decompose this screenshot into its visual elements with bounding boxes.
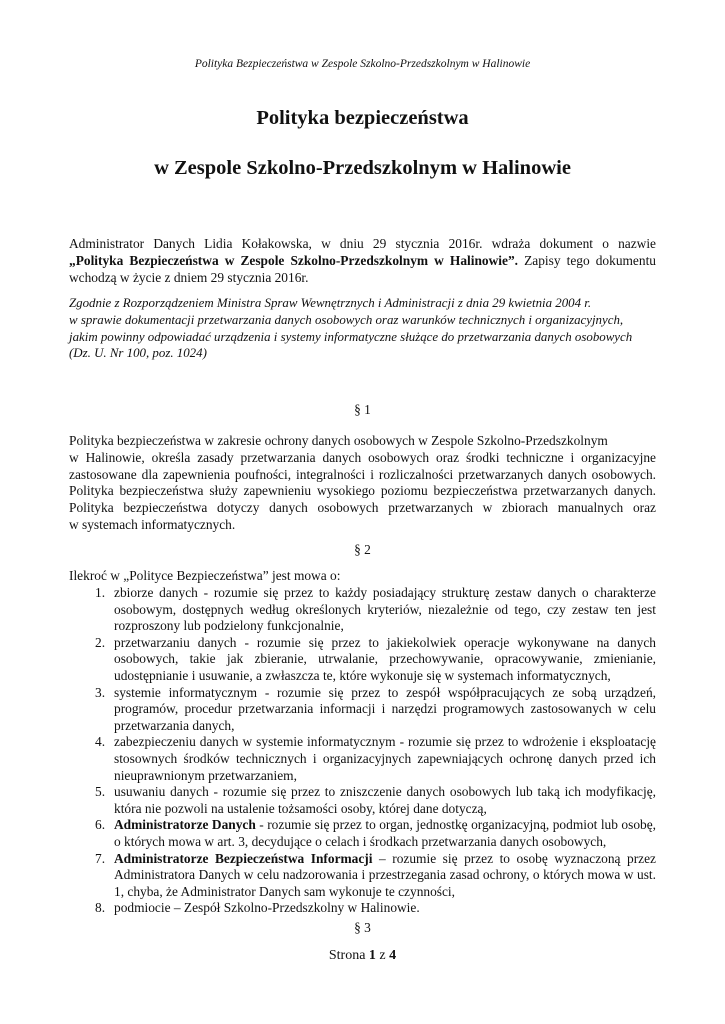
section-1-line: w systemach informatycznych. xyxy=(69,516,236,532)
page-number: Strona 1 z 4 xyxy=(328,948,397,963)
list-item: 7. Administratorze Bezpieczeństwa Informacji – rozumie się przez to osobę wyznaczoną przez Administratora Danych w celu nadzorowania i przestrzegania zasad ochrony, o których mowa w ust. 1, chyba, że Administrator Danych sam wykonuje te czynności, xyxy=(95,850,656,899)
definitions-list xyxy=(69,585,656,917)
section-2-intro: Ilekroć w „Polityce Bezpieczeństwa” jest mowa o: xyxy=(69,568,341,583)
section-1-line: zastosowane dla zapewnienia poufności, integralności i rozliczalności przetwarzanych danych osobowych. xyxy=(69,466,656,482)
defined-term: Administratorze Bezpieczeństwa Informacji xyxy=(114,850,373,866)
intro-paragraph xyxy=(69,236,656,286)
running-header: Polityka Bezpieczeństwa w Zespole Szkolno-Przedszkolnym w Halinowie xyxy=(194,58,531,70)
document-name: „Polityka Bezpieczeństwa w Zespole Szkolno-Przedszkolnym w Halinowie”. xyxy=(69,252,518,268)
section-1-line: Polityka bezpieczeństwa służy zapewnieniu wysokiego poziomu bezpieczeństwa przetwarzanych danych. xyxy=(69,483,656,499)
document-title: Polityka bezpieczeństwa xyxy=(256,107,469,129)
list-item: 8. podmiocie – Zespół Szkolno-Przedszkolny w Halinowie. xyxy=(95,900,420,916)
section-3-heading: § 3 xyxy=(354,920,371,935)
list-item: 4. zabezpieczeniu danych w systemie informatycznym - rozumie się przez to wdrożenie i eksploatację stosownych środków technicznych i organizacyjnych zapewniających ochronę danych przed ich nieuprawnionym przetwarzaniem, xyxy=(95,734,656,783)
current-page: 1 xyxy=(368,948,376,963)
legal-line-2: w sprawie dokumentacji przetwarzania danych osobowych oraz warunków technicznych i organizacyjnych, xyxy=(69,312,624,327)
intro-line-1: Administrator Danych Lidia Kołakowska, w dniu 29 stycznia 2016r. wdraża dokument o nazwie xyxy=(69,236,656,251)
section-2-heading: § 2 xyxy=(354,542,371,557)
list-item: 1. zbiorze danych - rozumie się przez to każdy posiadający strukturę zestaw danych o charakterze osobowym, dostępnych według określonych kryteriów, niezależnie od tego, czy zestaw ten jest rozproszony lub podzielony funkcjonalnie, xyxy=(95,585,656,634)
section-1-line: w Halinowie, określa zasady przetwarzania danych osobowych oraz środki techniczne i organizacyjne xyxy=(69,449,656,465)
section-1-line: Polityka bezpieczeństwa dotyczy danych osobowych przetwarzanych w zbiorach manualnych oraz xyxy=(69,500,656,516)
intro-line-2-rest: Zapisy tego dokumentu xyxy=(517,252,656,268)
defined-term: Administratorze Danych xyxy=(114,817,256,833)
legal-basis xyxy=(69,295,659,362)
total-pages: 4 xyxy=(389,948,397,963)
document-subtitle: w Zespole Szkolno-Przedszkolnym w Halinowie xyxy=(154,157,571,179)
intro-line-3: wchodzą w życie z dniem 29 stycznia 2016r. xyxy=(69,269,309,285)
list-item: 2. przetwarzaniu danych - rozumie się przez to jakiekolwiek operacje wykonywane na danych osobowych, takie jak zbieranie, utrwalanie, przechowywanie, opracowywanie, zmienianie, udostępnianie i usuwanie, a zwłaszcza te, które wykonuje się w systemach informatycznych, xyxy=(95,634,656,683)
list-item: 6. Administratorze Danych - rozumie się przez to organ, jednostkę organizacyjną, podmiot lub osobę, o których mowa w art. 3, decydujące o celach i środkach przetwarzania danych osobowych, xyxy=(95,817,656,849)
legal-line-1: Zgodnie z Rozporządzeniem Ministra Spraw Wewnętrznych i Administracji z dnia 29 kwietnia 2004 r. xyxy=(69,296,592,310)
intro-line-2 xyxy=(69,253,656,270)
section-1-line: Polityka bezpieczeństwa w zakresie ochrony danych osobowych w Zespole Szkolno-Przedszkolnym xyxy=(69,433,608,448)
list-item: 5. usuwaniu danych - rozumie się przez to zniszczenie danych osobowych lub taką ich modyfikację, która nie pozwoli na ustalenie tożsamości osoby, której dane dotyczą, xyxy=(95,784,656,816)
section-1-paragraph xyxy=(69,433,656,534)
legal-line-3: jakim powinny odpowiadać urządzenia i systemy informatyczne służące do przetwarzania danych osobowych xyxy=(69,329,633,344)
legal-line-4: (Dz. U. Nr 100, poz. 1024) xyxy=(69,346,207,361)
section-1-heading: § 1 xyxy=(354,402,371,417)
list-item: 3. systemie informatycznym - rozumie się przez to zespół współpracujących ze sobą urządzeń, programów, procedur przetwarzania informacji i narzędzi programowych zastosowanych w celu przetwarzania danych, xyxy=(95,684,656,733)
